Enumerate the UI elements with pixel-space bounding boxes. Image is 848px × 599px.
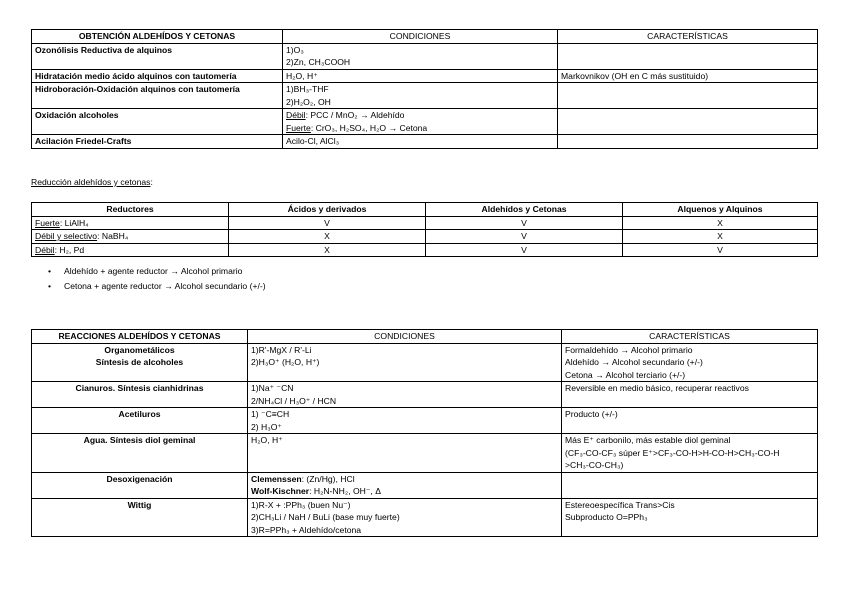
condition-text: : H₂N-NH₂, OH⁻, Δ: [309, 486, 381, 496]
table-header-row: [32, 30, 818, 44]
reaction-characteristics: Producto (+/-): [562, 408, 818, 434]
reactivity-cell: V: [623, 243, 818, 257]
section-title: [31, 177, 153, 187]
condition-line: H₂O, H⁺: [286, 70, 318, 81]
reactivity-cell: V: [426, 230, 623, 244]
reduction-notes: [48, 264, 266, 294]
reaction-characteristics: Estereoespecífica Trans>Cis Subproducto O=PPh₃: [562, 498, 818, 537]
condition-line: Acilo-Cl, AlCl₃: [286, 136, 340, 146]
reaction-name: Hidroboración-Oxidación alquinos con tautomería: [32, 83, 283, 109]
reaction-conditions: 1) ⁻C≡CH 2) H₃O⁺: [248, 408, 562, 434]
table-row: [32, 498, 818, 537]
reaction-name: Agua. Síntesis diol geminal: [32, 434, 248, 473]
reaction-name: Wittig: [32, 498, 248, 537]
condition-line: [251, 473, 558, 486]
reaction-name: Hidratación medio ácido alquinos con tautomería: [32, 69, 283, 83]
reaction-characteristics: [558, 135, 818, 149]
reactivity-cell: V: [426, 243, 623, 257]
condition-text: : CrO₃, H₂SO₄, H₂O → Cetona: [310, 122, 428, 133]
condition-line: [286, 109, 554, 122]
reaction-name: Oxidación alcoholes: [32, 109, 283, 135]
reductor-cell: [32, 243, 229, 257]
column-header: Ácidos y derivados: [229, 203, 426, 217]
list-item: • Cetona + agente reductor → Alcohol secundario (+/-): [48, 279, 266, 294]
condition-line: 1)O₃: [286, 44, 304, 55]
reacciones-table: [31, 329, 818, 537]
table-row: [32, 434, 818, 473]
reductor-reagent: : H₂, Pd: [54, 244, 85, 255]
column-header: CONDICIONES: [283, 30, 558, 44]
reaction-characteristics: Más E⁺ carbonilo, más estable diol geminal (CF₃-CO-CF₃ súper E⁺>CF₃-CO-H>H-CO-H>CH₃-CO-H >CH₃-CO-CH₃): [562, 434, 818, 473]
reductor-label: Fuerte: [35, 217, 60, 228]
reactivity-cell: X: [623, 216, 818, 230]
reaction-conditions: [283, 43, 558, 69]
column-header: CARACTERÍSTICAS: [562, 330, 818, 344]
reaction-name: Acetiluros: [32, 408, 248, 434]
section-title-suffix: :: [150, 177, 153, 187]
reaction-conditions: [283, 135, 558, 149]
table-row: [32, 43, 818, 69]
reactivity-cell: X: [623, 230, 818, 244]
table-row: [32, 472, 818, 498]
column-header: Alquenos y Alquinos: [623, 203, 818, 217]
reaction-name: Ozonólisis Reductiva de alquinos: [32, 43, 283, 69]
condition-label: Débil: [286, 110, 306, 120]
reaction-characteristics: [558, 109, 818, 135]
obtencion-table: [31, 29, 818, 149]
condition-text: : (Zn/Hg), HCl: [301, 473, 355, 484]
reactivity-cell: V: [426, 216, 623, 230]
reaction-characteristics: [558, 43, 818, 69]
table-row: [32, 230, 818, 244]
reaction-conditions: 1)Na⁺ ⁻CN 2/NH₄Cl / H₃O⁺ / HCN: [248, 382, 562, 408]
reductor-reagent: : LiAlH₄: [59, 217, 89, 228]
reaction-conditions: 1)R-X + :PPh₃ (buen Nu⁻) 2)CH₃Li / NaH / BuLi (base muy fuerte) 3)R=PPh₃ + Aldehído/cetona: [248, 498, 562, 537]
condition-line: 2)H₂O₂, OH: [286, 96, 331, 107]
reductor-label: Débil y selectivo: [35, 231, 98, 241]
reaction-characteristics: [558, 83, 818, 109]
reductor-reagent: : NaBH₄: [97, 231, 129, 241]
table-row: [32, 408, 818, 434]
table-row: [32, 69, 818, 83]
column-header: CARACTERÍSTICAS: [558, 30, 818, 44]
condition-label: Wolf-Kischner: [251, 486, 310, 496]
column-header: CONDICIONES: [248, 330, 562, 344]
reaction-characteristics: [562, 472, 818, 498]
reaction-name: Acilación Friedel-Crafts: [32, 135, 283, 149]
condition-line: [251, 485, 558, 498]
reaction-conditions: [248, 472, 562, 498]
reductor-cell: [32, 230, 229, 244]
reaction-characteristics: Reversible en medio básico, recuperar reactivos: [562, 382, 818, 408]
reaction-conditions: 1)R'-MgX / R'-Li 2)H₃O⁺ (H₂O, H⁺): [248, 343, 562, 382]
table-row: [32, 216, 818, 230]
reaction-name: Organometálicos Síntesis de alcoholes: [32, 343, 248, 382]
section-title-text: Reducción aldehídos y cetonas: [31, 177, 151, 187]
condition-label: Clemenssen: [251, 473, 302, 484]
table-row: [32, 382, 818, 408]
column-header: Reductores: [32, 203, 229, 217]
column-header: REACCIONES ALDEHÍDOS Y CETONAS: [32, 330, 248, 344]
reduction-table: [31, 202, 818, 257]
table-row: [32, 135, 818, 149]
table-header-row: [32, 330, 818, 344]
column-header: Aldehídos y Cetonas: [426, 203, 623, 217]
reaction-conditions: H₂O, H⁺: [248, 434, 562, 473]
table-row: [32, 243, 818, 257]
condition-line: [286, 122, 554, 135]
reaction-conditions: [283, 83, 558, 109]
reactivity-cell: V: [229, 216, 426, 230]
table-row: [32, 343, 818, 382]
condition-text: : PCC / MnO₂ → Aldehído: [305, 110, 405, 120]
reductor-cell: [32, 216, 229, 230]
reactivity-cell: X: [229, 243, 426, 257]
condition-line: 2)Zn, CH₃COOH: [286, 57, 351, 67]
list-item: • Aldehído + agente reductor → Alcohol primario: [48, 264, 266, 279]
condition-line: 1)BH₃-THF: [286, 84, 329, 94]
condition-label: Fuerte: [286, 122, 311, 133]
reaction-conditions: [283, 109, 558, 135]
table-row: [32, 83, 818, 109]
reaction-name: Cianuros. Síntesis cianhidrinas: [32, 382, 248, 408]
reaction-characteristics: Markovnikov (OH en C más sustituido): [558, 69, 818, 83]
reaction-characteristics: Formaldehído → Alcohol primario Aldehído → Alcohol secundario (+/-) Cetona → Alcohol terciario (+/-): [562, 343, 818, 382]
reaction-name: Desoxigenación: [32, 472, 248, 498]
table-header-row: [32, 203, 818, 217]
reaction-conditions: [283, 69, 558, 83]
table-row: [32, 109, 818, 135]
reactivity-cell: X: [229, 230, 426, 244]
column-header: OBTENCIÓN ALDEHÍDOS Y CETONAS: [32, 30, 283, 44]
reductor-label: Débil: [35, 244, 55, 255]
